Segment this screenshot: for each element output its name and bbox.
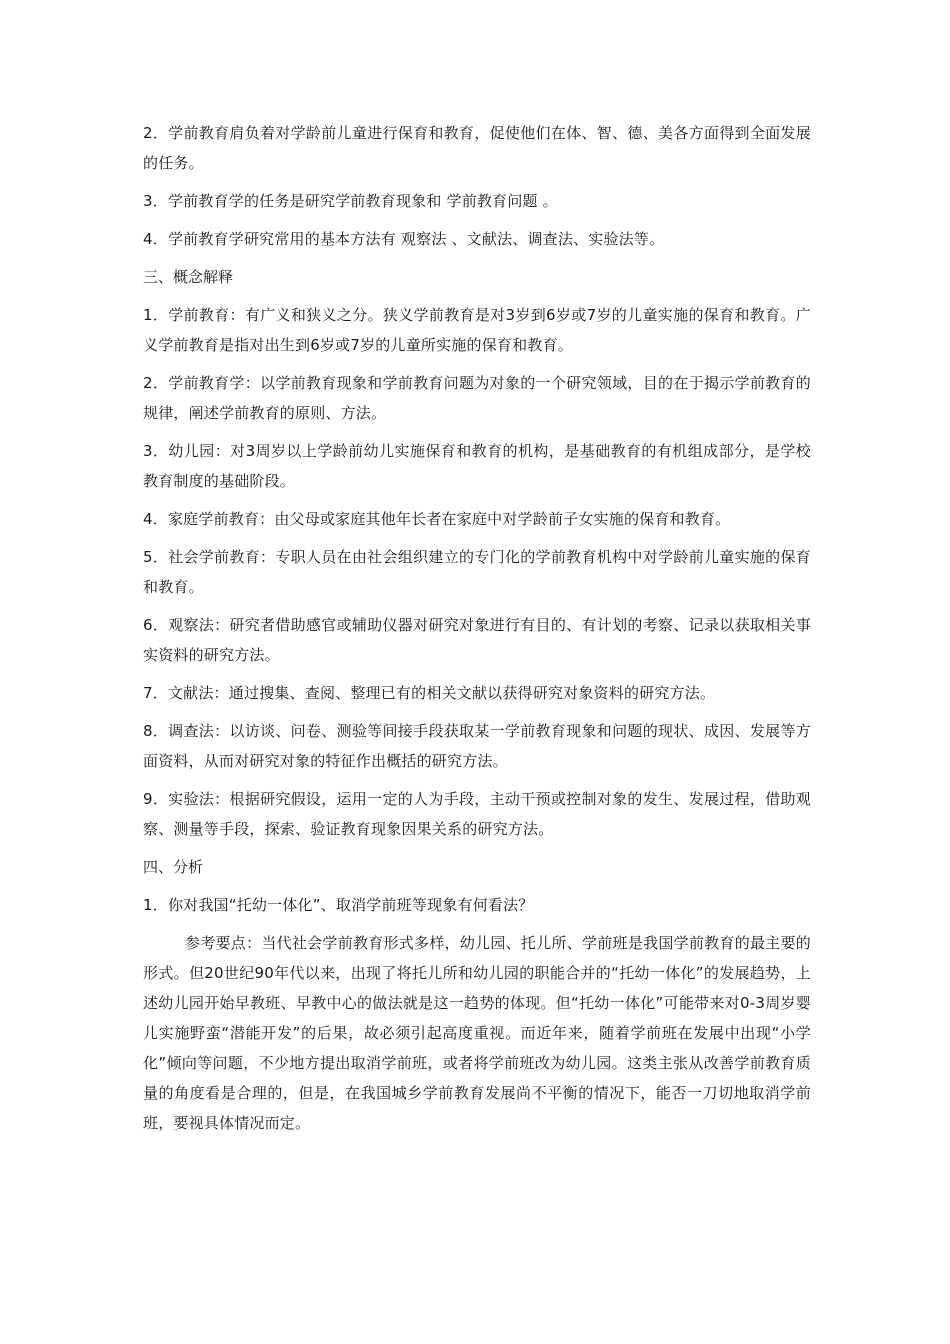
concept-item-1: 1．学前教育：有广义和狭义之分。狭义学前教育是对3岁到6岁或7岁的儿童实施的保育和教育。广义学前教育是指对出生到6岁或7岁的儿童所实施的保育和教育。 [143, 306, 811, 354]
concept-item-4: 4．家庭学前教育：由父母或家庭其他年长者在家庭中对学龄前子女实施的保育和教育。 [143, 510, 731, 528]
concept-item-7: 7．文献法：通过搜集、查阅、整理已有的相关文献以获得研究对象资料的研究方法。 [143, 684, 716, 702]
document-page [143, 118, 811, 1138]
concept-item-3: 3．幼儿园：对3周岁以上学龄前幼儿实施保育和教育的机构，是基础教育的有机组成部分，是学校教育制度的基础阶段。 [143, 442, 811, 490]
analysis-answer: 参考要点：当代社会学前教育形式多样，幼儿园、托儿所、学前班是我国学前教育的最主要的形式。但20世纪90年代以来，出现了将托儿所和幼儿园的职能合并的“托幼一体化”的发展趋势，上述幼儿园开始早教班、早教中心的做法就是这一趋势的体现。但“托幼一体化”可能带来对0-3周岁婴儿实施野蛮“潜能开发”的后果，故必须引起高度重视。而近年来，随着学前班在发展中出现“小学化”倾向等问题，不少地方提出取消学前班，或者将学前班改为幼儿园。这类主张从改善学前教育质量的角度看是合理的，但是，在我国城乡学前教育发展尚不平衡的情况下，能否一刀切地取消学前班，要视具体情况而定。 [143, 934, 811, 1132]
analysis-question: 1．你对我国“托幼一体化”、取消学前班等现象有何看法？ [143, 896, 534, 914]
concept-item-5: 5．社会学前教育：专职人员在由社会组织建立的专门化的学前教育机构中对学龄前儿童实施的保育和教育。 [143, 548, 811, 596]
section-heading-analysis: 四、分析 [143, 858, 204, 876]
concept-item-8: 8．调查法：以访谈、问卷、测验等间接手段获取某一学前教育现象和问题的现状、成因、发展等方面资料，从而对研究对象的特征作出概括的研究方法。 [143, 722, 811, 770]
fill-item-4: 4．学前教育学研究常用的基本方法有 观察法 、文献法、调查法、实验法等。 [143, 230, 665, 248]
concept-item-9: 9．实验法：根据研究假设，运用一定的人为手段，主动干预或控制对象的发生、发展过程，借助观察、测量等手段，探索、验证教育现象因果关系的研究方法。 [143, 790, 811, 838]
fill-item-3: 3．学前教育学的任务是研究学前教育现象和 学前教育问题 。 [143, 192, 558, 210]
fill-item-2: 2．学前教育肩负着对学龄前儿童进行保育和教育，促使他们在体、智、德、美各方面得到全面发展的任务。 [143, 124, 811, 172]
section-heading-concepts: 三、概念解释 [143, 268, 234, 286]
concept-item-2: 2．学前教育学：以学前教育现象和学前教育问题为对象的一个研究领域，目的在于揭示学前教育的规律，阐述学前教育的原则、方法。 [143, 374, 811, 422]
concept-item-6: 6．观察法：研究者借助感官或辅助仪器对研究对象进行有目的、有计划的考察、记录以获取相关事实资料的研究方法。 [143, 616, 811, 664]
